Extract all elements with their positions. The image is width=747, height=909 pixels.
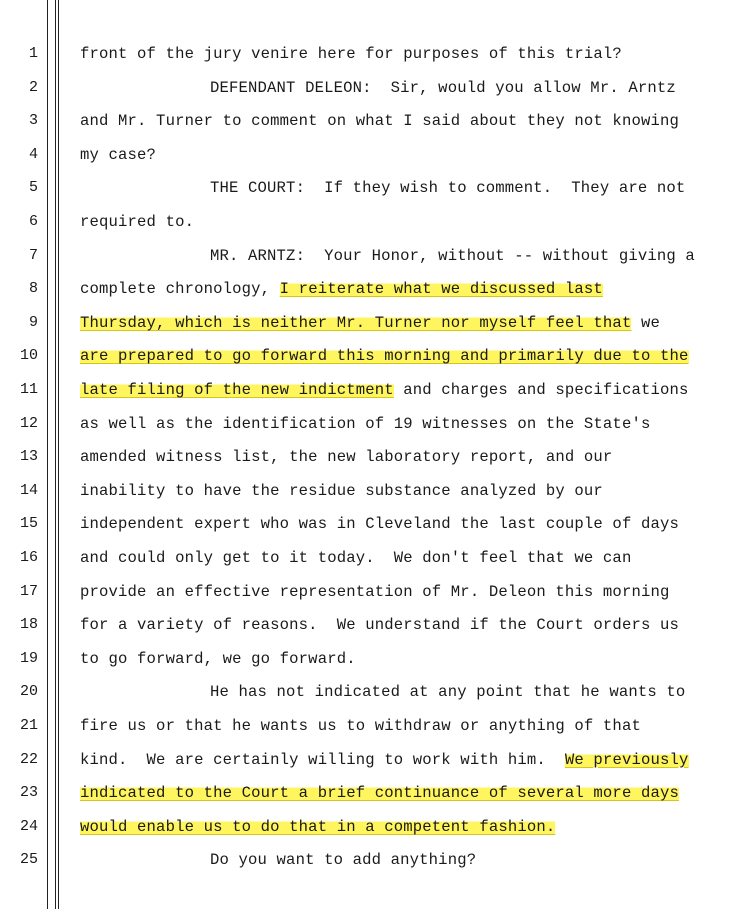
- transcript-line: [0, 647, 747, 671]
- text-run: THE COURT: If they wish to comment. They are not: [210, 179, 686, 198]
- text-run: and charges and specifications: [393, 381, 689, 399]
- line-text: [80, 714, 641, 738]
- line-number: 24: [19, 817, 38, 835]
- line-number: 3: [28, 112, 38, 130]
- text-run: as well as the identification of 19 witnesses on the State's: [80, 414, 651, 433]
- transcript-line: [0, 546, 747, 570]
- line-text: [80, 210, 194, 234]
- transcript-line: [0, 714, 747, 738]
- line-text: [80, 412, 650, 436]
- transcript-line: [0, 613, 747, 637]
- line-text: [80, 344, 689, 368]
- line-number: 8: [28, 280, 38, 298]
- text-run: to go forward, we go forward.: [80, 649, 356, 668]
- line-text: [210, 680, 685, 704]
- text-run: for a variety of reasons. We understand if the Court orders us: [80, 616, 679, 635]
- highlighted-text: late filing of the new indictment: [80, 381, 394, 399]
- transcript-line: [0, 680, 747, 704]
- text-run: complete chronology,: [80, 280, 280, 299]
- line-text: [80, 580, 669, 604]
- transcript-line: [0, 76, 747, 100]
- line-number: 23: [19, 784, 38, 802]
- line-number: 20: [19, 683, 38, 701]
- transcript-line: [0, 479, 747, 503]
- text-run: and could only get to it today. We don't feel that we can: [80, 549, 632, 567]
- highlighted-text: are prepared to go forward this morning and primarily due to the: [80, 347, 689, 366]
- line-number: 7: [28, 246, 38, 264]
- line-text: [80, 277, 603, 301]
- line-text: [80, 311, 660, 335]
- line-text: [80, 647, 356, 671]
- transcript-line: [0, 143, 747, 167]
- transcript-line: [0, 412, 747, 436]
- transcript-line: [0, 445, 747, 469]
- transcript-line: [0, 748, 747, 772]
- highlighted-text: indicated to the Court a brief continuance of several more days: [80, 784, 679, 803]
- line-text: [210, 848, 476, 872]
- transcript-line: [0, 848, 747, 872]
- line-text: [80, 445, 612, 469]
- line-text: [80, 613, 679, 637]
- text-run: fire us or that he wants us to withdraw or anything of that: [80, 717, 641, 735]
- transcript-line: [0, 781, 747, 805]
- line-number: 18: [19, 616, 38, 634]
- line-number: 15: [19, 515, 38, 533]
- line-text: [80, 781, 679, 805]
- transcript-line: [0, 311, 747, 335]
- text-run: my case?: [80, 145, 157, 164]
- line-number: 16: [19, 549, 38, 566]
- highlighted-text: Thursday, which is neither Mr. Turner nor myself feel that: [80, 313, 632, 332]
- text-run: kind. We are certainly willing to work with him.: [80, 750, 565, 769]
- line-number: 4: [28, 145, 38, 163]
- line-text: [210, 76, 676, 100]
- line-number: 14: [19, 481, 38, 499]
- highlighted-text: I reiterate what we discussed last: [279, 280, 603, 299]
- line-text: [80, 815, 555, 839]
- line-number: 2: [28, 78, 38, 96]
- line-text: [80, 378, 689, 402]
- transcript-line: [0, 344, 747, 368]
- line-number: 5: [28, 179, 38, 197]
- line-text: [80, 479, 603, 503]
- line-number: 17: [19, 582, 38, 600]
- text-run: He has not indicated at any point that he wants to: [210, 683, 686, 702]
- text-run: inability to have the residue substance analyzed by our: [80, 481, 603, 500]
- line-number: 22: [19, 750, 38, 768]
- text-run: and Mr. Turner to comment on what I said about they not knowing: [80, 112, 679, 131]
- line-number: 21: [19, 717, 38, 734]
- line-number: 6: [28, 213, 38, 230]
- text-run: required to.: [80, 213, 195, 231]
- transcript-line: [0, 378, 747, 402]
- line-text: [210, 244, 695, 268]
- line-text: [80, 42, 622, 66]
- transcript-line: [0, 210, 747, 234]
- text-run: amended witness list, the new laboratory report, and our: [80, 448, 613, 467]
- transcript-line: [0, 277, 747, 301]
- transcript-line: [0, 42, 747, 66]
- highlighted-text: would enable us to do that in a competent fashion.: [80, 817, 556, 836]
- line-number: 10: [19, 347, 38, 365]
- transcript-line: [0, 815, 747, 839]
- line-number: 25: [19, 851, 38, 869]
- transcript-line: [0, 580, 747, 604]
- text-run: independent expert who was in Cleveland the last couple of days: [80, 515, 679, 534]
- transcript-line: [0, 244, 747, 268]
- text-run: MR. ARNTZ: Your Honor, without -- without giving a: [210, 246, 695, 265]
- line-text: [80, 143, 156, 167]
- text-run: provide an effective representation of Mr. Deleon this morning: [80, 582, 670, 601]
- text-run: DEFENDANT DELEON: Sir, would you allow Mr. Arntz: [210, 78, 676, 97]
- line-number: 19: [19, 649, 38, 667]
- line-text: [210, 176, 685, 200]
- transcript-line: [0, 512, 747, 536]
- text-run: we: [631, 313, 660, 332]
- line-text: [80, 109, 679, 133]
- line-number: 11: [19, 381, 38, 398]
- line-number: 9: [28, 313, 38, 331]
- line-text: [80, 748, 689, 772]
- text-run: Do you want to add anything?: [210, 851, 477, 870]
- text-run: front of the jury venire here for purposes of this trial?: [80, 45, 622, 63]
- line-number: 1: [28, 45, 38, 62]
- line-text: [80, 512, 679, 536]
- transcript-line: [0, 176, 747, 200]
- transcript-line: [0, 109, 747, 133]
- line-text: [80, 546, 631, 570]
- highlighted-text: We previously: [564, 750, 689, 769]
- line-number: 13: [19, 448, 38, 466]
- line-number: 12: [19, 414, 38, 432]
